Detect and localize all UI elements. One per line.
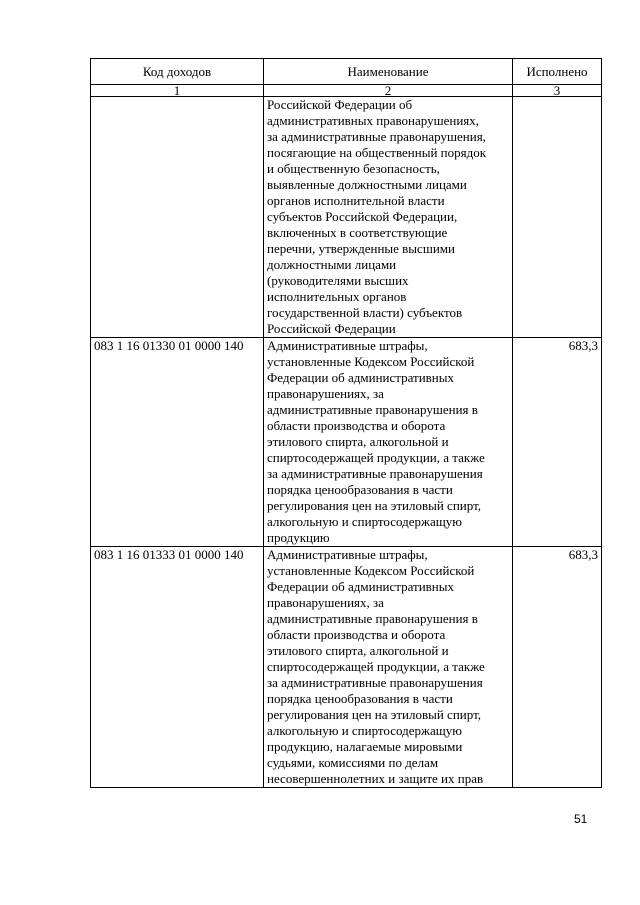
revenue-name-line: регулирования цен на этиловый спирт, bbox=[267, 707, 482, 722]
revenue-name-line: перечни, утвержденные высшими bbox=[267, 241, 455, 256]
revenue-name-line: за административные правонарушения bbox=[267, 675, 483, 690]
revenue-name-line: судьями, комиссиями по делам bbox=[267, 755, 439, 770]
revenue-name-line: алкогольную и спиртосодержащую bbox=[267, 514, 463, 529]
revenue-name-line: должностными лицами bbox=[267, 257, 397, 272]
revenue-name-line: порядка ценообразования в части bbox=[267, 691, 453, 706]
header-code: Код доходов bbox=[91, 59, 264, 85]
revenue-name-line: субъектов Российской Федерации, bbox=[267, 209, 458, 224]
revenue-code: 083 1 16 01330 01 0000 140 bbox=[91, 338, 264, 547]
revenue-name-line: Административные штрафы, bbox=[267, 338, 428, 353]
revenue-name-line: административные правонарушения в bbox=[267, 611, 478, 626]
revenue-name-line: этилового спирта, алкогольной и bbox=[267, 643, 449, 658]
revenue-name-line: Федерации об административных bbox=[267, 579, 455, 594]
revenue-name-line: выявленные должностными лицами bbox=[267, 177, 467, 192]
revenue-name bbox=[264, 338, 513, 547]
revenue-name-line: органов исполнительной власти bbox=[267, 193, 445, 208]
revenue-name-line: исполнительных органов bbox=[267, 289, 407, 304]
revenue-name-line: области производства и оборота bbox=[267, 627, 446, 642]
revenue-name-line: включенных в соответствующие bbox=[267, 225, 448, 240]
executed-amount: 683,3 bbox=[513, 547, 602, 788]
revenue-name-line: порядка ценообразования в части bbox=[267, 482, 453, 497]
header-row bbox=[91, 59, 602, 85]
revenue-name-line: продукцию bbox=[267, 530, 330, 545]
column-number-1: 1 bbox=[91, 85, 264, 97]
table-row bbox=[91, 97, 602, 338]
column-number-2: 2 bbox=[264, 85, 513, 97]
revenue-name-line: Федерации об административных bbox=[267, 370, 455, 385]
revenue-name-line: Административные штрафы, bbox=[267, 547, 428, 562]
revenue-name-line: спиртосодержащей продукции, а также bbox=[267, 450, 485, 465]
revenue-name bbox=[264, 547, 513, 788]
revenue-name-line: Российской Федерации bbox=[267, 321, 396, 336]
revenue-name-line: правонарушениях, за bbox=[267, 386, 384, 401]
executed-amount: 683,3 bbox=[513, 338, 602, 547]
revenue-code: 083 1 16 01333 01 0000 140 bbox=[91, 547, 264, 788]
table-row bbox=[91, 338, 602, 547]
header-name: Наименование bbox=[264, 59, 513, 85]
revenue-name-line: за административные правонарушения, bbox=[267, 129, 486, 144]
revenue-name-line: продукцию, налагаемые мировыми bbox=[267, 739, 463, 754]
revenue-name-line: несовершеннолетних и защите их прав bbox=[267, 771, 484, 786]
revenue-name-line: административные правонарушения в bbox=[267, 402, 478, 417]
page-number: 51 bbox=[574, 812, 588, 826]
column-number-3: 3 bbox=[513, 85, 602, 97]
revenue-table bbox=[90, 58, 602, 788]
revenue-name-line: правонарушениях, за bbox=[267, 595, 384, 610]
header-amount: Исполнено bbox=[513, 59, 602, 85]
column-number-row bbox=[91, 85, 602, 97]
executed-amount bbox=[513, 97, 602, 338]
table-row bbox=[91, 547, 602, 788]
revenue-name bbox=[264, 97, 513, 338]
revenue-name-line: регулирования цен на этиловый спирт, bbox=[267, 498, 482, 513]
revenue-name-line: этилового спирта, алкогольной и bbox=[267, 434, 449, 449]
revenue-name-line: (руководителями высших bbox=[267, 273, 409, 288]
revenue-name-line: и общественную безопасность, bbox=[267, 161, 440, 176]
revenue-name-line: административных правонарушениях, bbox=[267, 113, 479, 128]
revenue-name-line: алкогольную и спиртосодержащую bbox=[267, 723, 463, 738]
revenue-name-line: посягающие на общественный порядок bbox=[267, 145, 487, 160]
revenue-name-line: установленные Кодексом Российской bbox=[267, 563, 475, 578]
revenue-name-line: спиртосодержащей продукции, а также bbox=[267, 659, 485, 674]
revenue-name-line: области производства и оборота bbox=[267, 418, 446, 433]
revenue-name-line: установленные Кодексом Российской bbox=[267, 354, 475, 369]
revenue-name-line: за административные правонарушения bbox=[267, 466, 483, 481]
revenue-code bbox=[91, 97, 264, 338]
revenue-name-line: государственной власти) субъектов bbox=[267, 305, 463, 320]
revenue-name-line: Российской Федерации об bbox=[267, 97, 413, 112]
